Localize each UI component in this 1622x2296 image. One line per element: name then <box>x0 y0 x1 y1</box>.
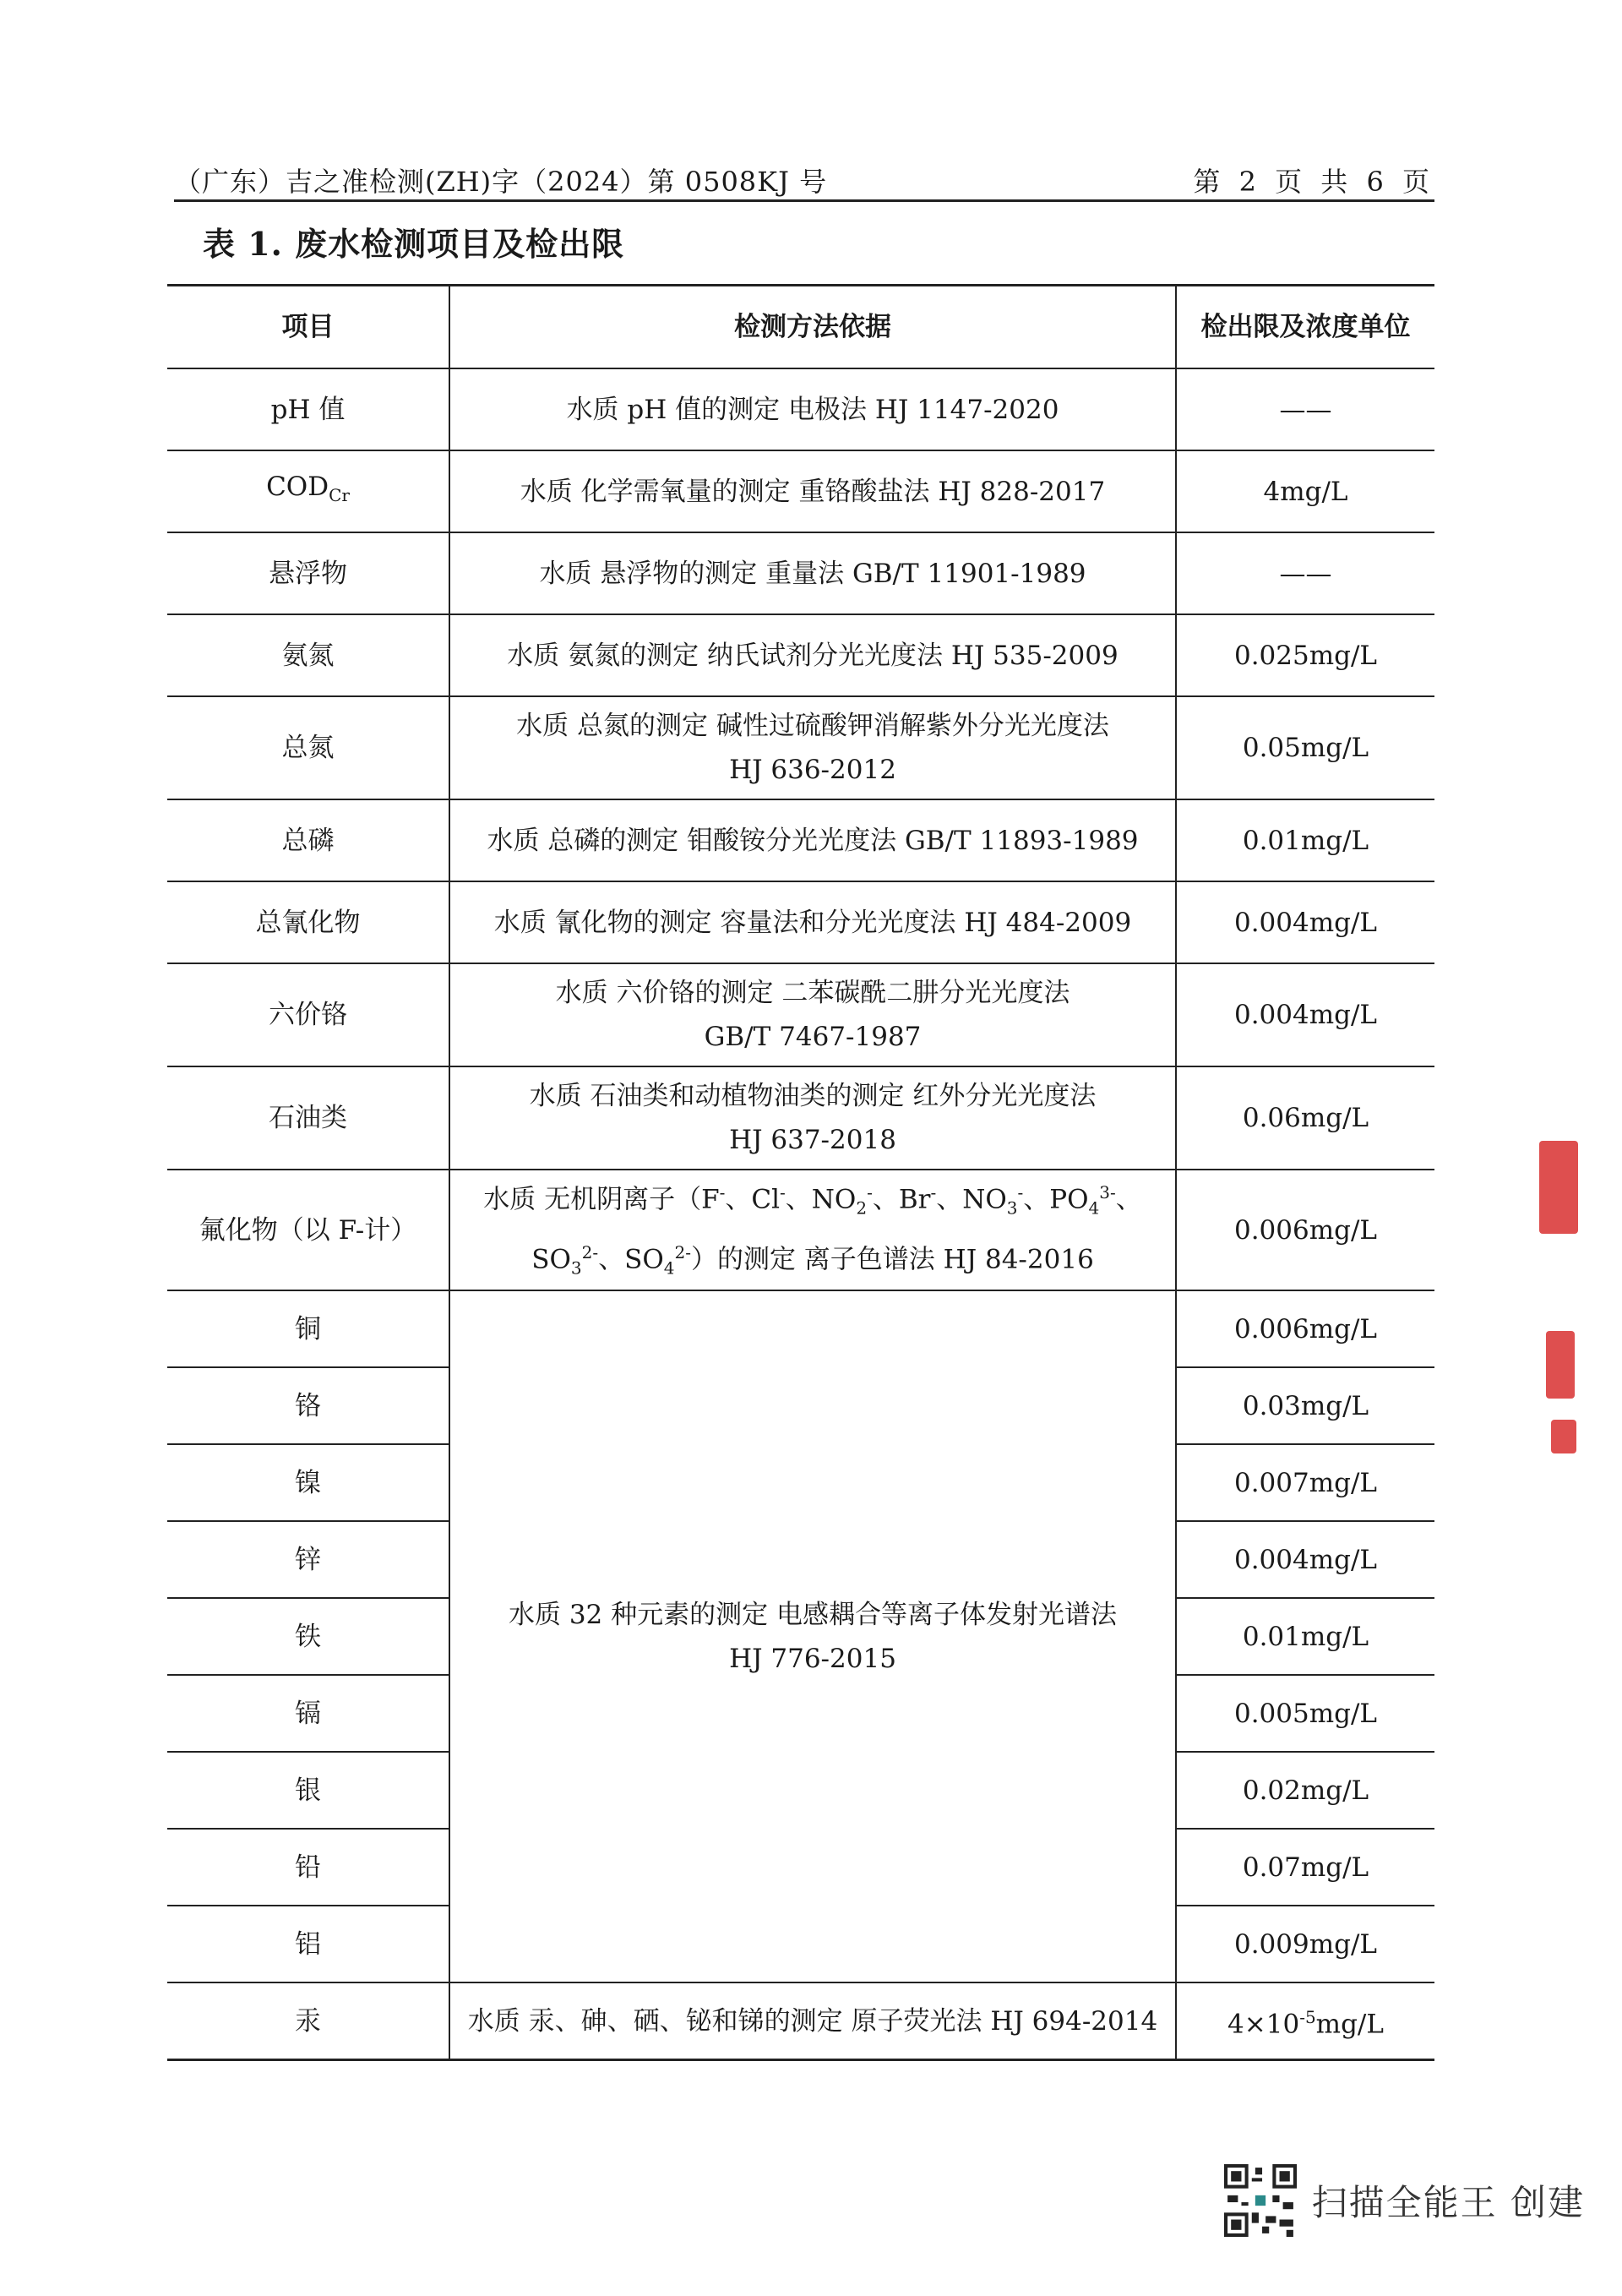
item-cell: 氨氮 <box>167 614 449 696</box>
method-cell: 水质 石油类和动植物油类的测定 红外分光光度法 HJ 637-2018 <box>449 1066 1176 1170</box>
scanner-watermark-text: 扫描全能王 创建 <box>1311 2182 1585 2223</box>
table-row <box>167 368 1434 450</box>
table-row <box>167 696 1434 799</box>
limit-cell: —— <box>1176 368 1434 450</box>
item-cell: 铬 <box>167 1367 449 1444</box>
col-header-method: 检测方法依据 <box>449 286 1176 369</box>
scanner-watermark <box>1224 2164 1585 2237</box>
limit-cell: $4\times 10^{-5}mg/L$ <box>1176 1982 1434 2060</box>
item-cell: 铁 <box>167 1598 449 1675</box>
item-cell: 汞 <box>167 1982 449 2060</box>
limit-cell: 0.01mg/L <box>1176 799 1434 881</box>
item-cell: 镍 <box>167 1444 449 1521</box>
report-header <box>174 155 1434 202</box>
table-row <box>167 881 1434 963</box>
item-cell: 铜 <box>167 1290 449 1367</box>
table-title: 表 1. 废水检测项目及检出限 <box>203 225 625 263</box>
table-row <box>167 614 1434 696</box>
limit-cell: 0.004mg/L <box>1176 881 1434 963</box>
limit-cell: 0.025mg/L <box>1176 614 1434 696</box>
table-row <box>167 1290 1434 1367</box>
limit-cell: 0.05mg/L <box>1176 696 1434 799</box>
item-cell: 六价铬 <box>167 963 449 1066</box>
table-row <box>167 963 1434 1066</box>
table-row <box>167 532 1434 614</box>
limit-cell: 0.009mg/L <box>1176 1906 1434 1982</box>
limit-cell: 0.06mg/L <box>1176 1066 1434 1170</box>
limit-cell: 0.01mg/L <box>1176 1598 1434 1675</box>
item-cell: $COD_{Cr}$ <box>167 450 449 532</box>
method-cell: 水质 总氮的测定 碱性过硫酸钾消解紫外分光光度法 HJ 636-2012 <box>449 696 1176 799</box>
item-cell: 银 <box>167 1752 449 1829</box>
item-cell: 总氮 <box>167 696 449 799</box>
item-cell: pH 值 <box>167 368 449 450</box>
limit-cell: 0.004mg/L <box>1176 963 1434 1066</box>
limit-cell: 0.006mg/L <box>1176 1290 1434 1367</box>
limit-cell: 0.005mg/L <box>1176 1675 1434 1752</box>
method-cell: 水质 氨氮的测定 纳氏试剂分光光度法 HJ 535-2009 <box>449 614 1176 696</box>
table-row <box>167 1066 1434 1170</box>
table-row <box>167 799 1434 881</box>
limit-cell: 0.004mg/L <box>1176 1521 1434 1598</box>
limit-cell: 4mg/L <box>1176 450 1434 532</box>
item-cell: 锌 <box>167 1521 449 1598</box>
table-row <box>167 450 1434 532</box>
limit-cell: 0.07mg/L <box>1176 1829 1434 1906</box>
detection-table <box>167 284 1434 2061</box>
item-cell: 悬浮物 <box>167 532 449 614</box>
red-stamp-fragment <box>1551 1420 1576 1453</box>
col-header-item: 项目 <box>167 286 449 369</box>
limit-cell: 0.006mg/L <box>1176 1170 1434 1290</box>
item-cell: 石油类 <box>167 1066 449 1170</box>
method-cell: 水质 化学需氧量的测定 重铬酸盐法 HJ 828-2017 <box>449 450 1176 532</box>
item-cell: 氟化物（以 F-计） <box>167 1170 449 1290</box>
red-stamp-fragment <box>1546 1331 1575 1399</box>
item-cell: 镉 <box>167 1675 449 1752</box>
method-cell: 水质 悬浮物的测定 重量法 GB/T 11901-1989 <box>449 532 1176 614</box>
limit-cell: 0.03mg/L <box>1176 1367 1434 1444</box>
item-cell: 铝 <box>167 1906 449 1982</box>
method-cell: 水质 pH 值的测定 电极法 HJ 1147-2020 <box>449 368 1176 450</box>
limit-cell: 0.007mg/L <box>1176 1444 1434 1521</box>
col-header-limit: 检出限及浓度单位 <box>1176 286 1434 369</box>
limit-cell: 0.02mg/L <box>1176 1752 1434 1829</box>
method-cell: 水质 无机阴离子（F-、Cl-、$NO_2^-$、Br-、$NO_3^-$、$PO_4^{3-}$、 $SO_3^{2-}$、$SO_4^{2-}$）的测定 离子色谱法 HJ 84-2016 <box>449 1170 1176 1290</box>
qr-code-icon <box>1224 2164 1297 2237</box>
limit-cell: —— <box>1176 532 1434 614</box>
item-cell: 铅 <box>167 1829 449 1906</box>
report-number: （广东）吉之准检测(ZH)字（2024）第 0508KJ 号 <box>174 166 828 198</box>
item-cell: 总氰化物 <box>167 881 449 963</box>
item-cell: 总磷 <box>167 799 449 881</box>
icp-method-cell: 水质 32 种元素的测定 电感耦合等离子体发射光谱法 HJ 776-2015 <box>449 1290 1176 1982</box>
table-row <box>167 1170 1434 1290</box>
table-header-row <box>167 286 1434 369</box>
red-stamp-fragment <box>1539 1141 1578 1234</box>
method-cell: 水质 汞、砷、硒、铋和锑的测定 原子荧光法 HJ 694-2014 <box>449 1982 1176 2060</box>
method-cell: 水质 总磷的测定 钼酸铵分光光度法 GB/T 11893-1989 <box>449 799 1176 881</box>
table-row <box>167 1982 1434 2060</box>
method-cell: 水质 六价铬的测定 二苯碳酰二肼分光光度法 GB/T 7467-1987 <box>449 963 1176 1066</box>
method-cell: 水质 氰化物的测定 容量法和分光光度法 HJ 484-2009 <box>449 881 1176 963</box>
page-indicator: 第 2 页 共 6 页 <box>1193 166 1434 198</box>
